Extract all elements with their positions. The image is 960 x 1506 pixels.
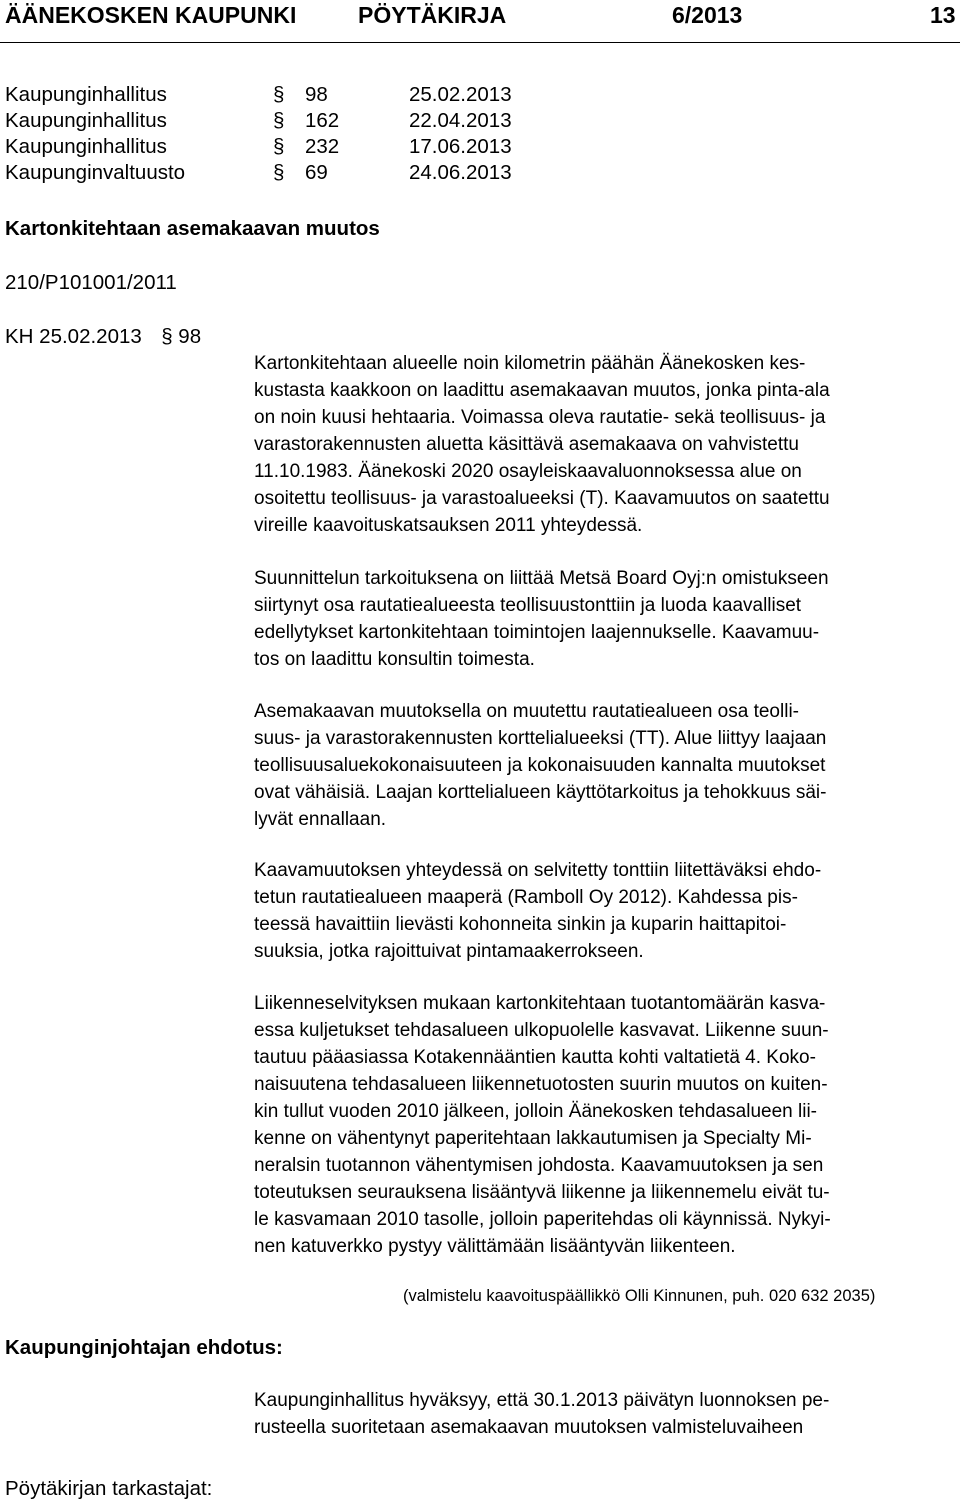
paragraph-line: neralsin tuotannon vähentymisen johdosta. Kaavamuutoksen ja sen — [254, 1155, 824, 1176]
paragraph-plan-description — [254, 350, 959, 539]
paragraph-line: tos on laadittu konsultin toimesta. — [254, 649, 535, 670]
paragraph-line: osoitettu teollisuus- ja varastoalueeksi (T). Kaavamuutos on saatettu — [254, 488, 830, 509]
header-doc-type: PÖYTÄKIRJA — [358, 2, 507, 28]
paragraph-line: essa kuljetukset tehdasalueen ulkopuolelle kasvavat. Liikenne suun- — [254, 1020, 829, 1041]
kh-reference-date: KH 25.02.2013 — [5, 325, 142, 348]
paragraph-line: Kaupunginhallitus hyväksyy, että 30.1.2013 päivätyn luonnoksen pe- — [254, 1390, 830, 1411]
paragraph-line: teessä havaittiin lievästi kohonneita sinkin ja kuparin haittapitoi- — [254, 914, 787, 935]
paragraph-line: le kasvamaan 2010 tasolle, jolloin paperitehdas oli käynnissä. Nykyi- — [254, 1209, 831, 1230]
paragraph-line: edellytykset kartonkitehtaan toimintojen laajennukselle. Kaavamuu- — [254, 622, 820, 643]
paragraph-line: rusteella suoritetaan asemakaavan muutoksen valmisteluvaiheen — [254, 1417, 804, 1438]
paragraph-line: toteutuksen seurauksena lisääntyvä liikenne ja liikennemelu eivät tu- — [254, 1182, 830, 1203]
header-page-number: 13 — [930, 2, 956, 28]
paragraph-line: Kartonkitehtaan alueelle noin kilometrin päähän Äänekosken kes- — [254, 353, 806, 374]
kh-reference — [5, 325, 201, 349]
kh-reference-number: 98 — [178, 325, 202, 348]
header-rule — [0, 42, 960, 43]
reference-body: Kaupunginhallitus — [5, 109, 167, 132]
reference-date: 25.02.2013 — [409, 83, 512, 106]
section-sign: § — [273, 83, 285, 106]
paragraph-line: on noin kuusi hehtaaria. Voimassa oleva rautatie- sekä teollisuus- ja — [254, 407, 826, 428]
paragraph-line: Suunnittelun tarkoituksena on liittää Metsä Board Oyj:n omistukseen — [254, 568, 829, 589]
section-sign: § — [273, 109, 285, 132]
paragraph-line: siirtynyt osa rautatiealueesta teollisuustonttiin ja luoda kaavalliset — [254, 595, 802, 616]
diary-number: 210/P101001/2011 — [5, 271, 177, 294]
reference-date: 17.06.2013 — [409, 135, 512, 158]
paragraph-line: tautuu pääasiassa Kotakennääntien kautta kohti valtatietä 4. Koko- — [254, 1047, 816, 1068]
paragraph-line: kenne on vähentynyt paperitehtaan lakkautumisen ja Specialty Mi- — [254, 1128, 812, 1149]
paragraph-line: naisuutena tehdasalueen liikennetuotosten suurin muutos on kuiten- — [254, 1074, 828, 1095]
paragraph-line: kin tullut vuoden 2010 jälkeen, jolloin Äänekosken tehdasalueen lii- — [254, 1101, 817, 1122]
paragraph-line: suuksia, jotka rajoittuivat pintamaakerrokseen. — [254, 941, 644, 962]
paragraph-purpose — [254, 565, 959, 673]
proposal-label: Kaupunginjohtajan ehdotus: — [5, 1336, 283, 1359]
reference-body: Kaupunginvaltuusto — [5, 161, 186, 184]
section-sign: § — [273, 161, 285, 184]
paragraph-line: suus- ja varastorakennusten korttelialueeksi (TT). Alue liittyy laajaan — [254, 728, 827, 749]
paragraph-line: varastorakennusten aluetta käsittävä asemakaava on vahvistettu — [254, 434, 799, 455]
paragraph-line: Asemakaavan muutoksella on muutettu rautatiealueen osa teolli- — [254, 701, 799, 722]
paragraph-line: tetun rautatiealueen maaperä (Ramboll Oy 2012). Kahdessa pis- — [254, 887, 798, 908]
reference-body: Kaupunginhallitus — [5, 135, 167, 158]
section-sign: § — [273, 135, 285, 158]
reference-number: 232 — [305, 135, 340, 158]
paragraph-line: Kaavamuutoksen yhteydessä on selvitetty tonttiin liitettäväksi ehdo- — [254, 860, 822, 881]
reference-date: 24.06.2013 — [409, 161, 512, 184]
paragraph-traffic — [254, 990, 959, 1260]
paragraph-line: lyvät ennallaan. — [254, 809, 387, 830]
reference-number: 98 — [305, 83, 328, 106]
paragraph-line: Liikenneselvityksen mukaan kartonkitehtaan tuotantomäärän kasva- — [254, 993, 826, 1014]
paragraph-line: 11.10.1983. Äänekoski 2020 osayleiskaavaluonnoksessa alue on — [254, 461, 802, 482]
paragraph-line: ovat vähäisiä. Laajan korttelialueen käyttötarkoitus ja tehokkuus säi- — [254, 782, 827, 803]
reference-number: 162 — [305, 109, 340, 132]
header-org: ÄÄNEKOSKEN KAUPUNKI — [5, 2, 297, 28]
paragraph-line: kustasta kaakkoon on laadittu asemakaavan muutos, jonka pinta-ala — [254, 380, 830, 401]
proposal-text — [254, 1387, 959, 1441]
header-issue: 6/2013 — [672, 2, 743, 28]
section-sign: § — [161, 325, 173, 348]
paragraph-line: nen katuverkko pystyy välittämään lisääntyvän liikenteen. — [254, 1236, 736, 1257]
document-title: Kartonkitehtaan asemakaavan muutos — [5, 217, 380, 240]
paragraph-line: vireille kaavoituskatsauksen 2011 yhteydessä. — [254, 515, 643, 536]
paragraph-zoning-change — [254, 698, 959, 833]
paragraph-line: teollisuusaluekokonaisuuteen ja kokonaisuuden kannalta muutokset — [254, 755, 826, 776]
footer-inspectors-label: Pöytäkirjan tarkastajat: — [5, 1477, 213, 1500]
reference-date: 22.04.2013 — [409, 109, 512, 132]
paragraph-soil-survey — [254, 857, 959, 965]
reference-body: Kaupunginhallitus — [5, 83, 167, 106]
preparer-note: (valmistelu kaavoituspäällikkö Olli Kinnunen, puh. 020 632 2035) — [403, 1287, 876, 1305]
reference-number: 69 — [305, 161, 328, 184]
